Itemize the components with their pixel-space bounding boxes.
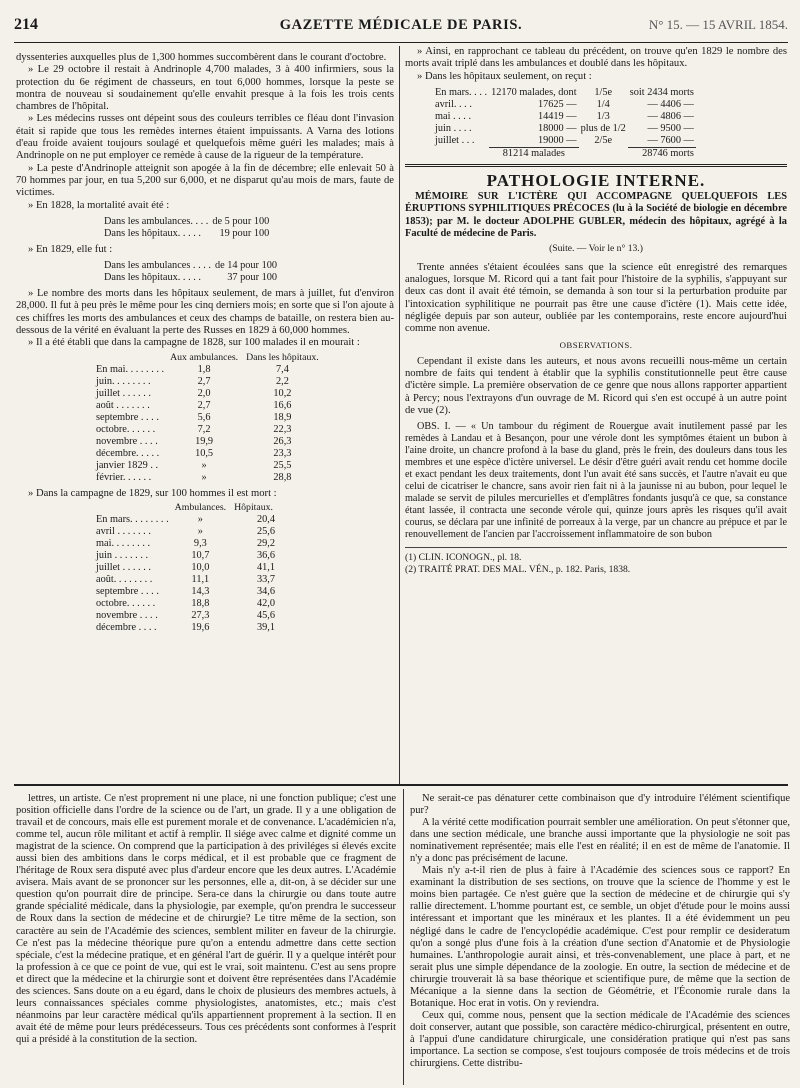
table-cell: décembre. . . . . [96,447,160,459]
table-row [433,135,696,148]
paragraph: » Il a été établi que dans la campagne de 1828, sur 100 malades il en mourait : [28,337,360,349]
table-cell: 18000 — [537,122,577,134]
table-cell: 41,1 [256,561,275,573]
header-rule [14,42,788,43]
table-cell: juillet . . . [435,135,475,147]
table-cell: 7,2 [197,423,211,435]
paragraph: » La peste d'Andrinople atteignit son apogée à la fin de décembre; elle enlevait 50 à 70 hommes par jour, en tua 5,200 sur 6,000, et ne disparut qu'au mois de mars, faute de victimes. [16,162,394,199]
memoir-title: MÉMOIRE SUR L'ICTÈRE QUI ACCOMPAGNE QUELQUEFOIS LES ÉRUPTIONS SYPHILITIQUES PRÉCOCES (lu à la Société de biologie en décembre 1853); par M. le docteur ADOLPHE GUBLER, médecin des hôpitaux, agrégé à la Faculté de médecine de Paris. [405,191,787,240]
table-cell: novembre . . . . [96,435,158,447]
table-header-row [94,502,277,514]
table-cell: septembre . . . . [96,411,159,423]
left-column [16,52,394,634]
journal-title: GAZETTE MÉDICALE DE PARIS. [279,17,523,33]
table-row [102,216,271,228]
table-row [94,460,323,472]
table-cell: Dans les ambulances . . . . [104,260,211,272]
table-cell: avril. . . . [435,98,472,110]
table-cell: 2,7 [197,375,211,387]
table-cell: Dans les hôpitaux. . . . . [104,272,201,284]
table-cell: » [201,471,207,483]
table-row [94,574,277,586]
table-cell: 28,8 [273,471,292,483]
table-row [433,123,696,135]
table-row [94,376,323,388]
paragraph: » Dans la campagne de 1829, sur 100 hommes il est mort : [28,487,277,499]
table-cell: avril . . . . . . . [96,525,151,537]
table-cell: 25,6 [256,525,275,537]
table-cell: 1/3 [596,110,610,122]
table-row [94,472,323,484]
column-header: Aux ambulances. [170,351,239,363]
campaign-1828-table [94,352,323,484]
table-cell: soit 2434 morts [629,86,694,98]
table-cell: juillet . . . . . . [96,561,151,573]
feuilleton-rule [14,784,788,786]
table-cell: 39,1 [256,621,275,633]
table-row [94,622,277,634]
table-cell: 45,6 [256,609,275,621]
table-cell: 36,6 [256,549,275,561]
table-cell: août. . . . . . . . [96,573,153,585]
table-cell: 19,6 [191,621,210,633]
paragraph: Ceux qui, comme nous, pensent que la section médicale de l'Académie des sciences doit conserver, autant que possible, son caractère médico-chirurgical, présentent en outre, à l'appui d'une candidature chirurgicale, une considération pratique qui n'est pas sans importance. La section se compose, s'est toujours composée de trois médecins et de trois chirurgiens. Cette distribu- [410,1009,790,1070]
column-header: Hôpitaux. [234,501,273,513]
issue-date: N° 15. — 15 AVRIL 1854. [648,17,788,32]
table-cell: juillet . . . . . . [96,387,151,399]
table-cell: juin . . . . [435,122,472,134]
table-cell: 16,6 [273,399,292,411]
table-cell: 42,0 [256,597,275,609]
paragraph: Mais n'y a-t-il rien de plus à faire à l'Académie des sciences sous ce rapport? En examinant la distribution de ses sections, on trouve que la science de l'homme y est le moins bien partagée. Ce n'est guère que la section de médecine et de chirurgie qui s'y rallie directement. L'homme pourtant est, ce semble, un objet d'étude pour le moins aussi intéressant et important que les minéraux et les plantes. Il a été évidemment un peu négligé dans le cadre de l'encyclopédie académique. C'est pour remplir ce desideratum qu'on a songé plus d'une fois à la création d'une section d'Anatomie et de Physiologie humaines. L'anthropologie aurait ainsi, et très-convenablement, une place à part, et ne serait plus une simple dépendance de la zoologie. En outre, la section de médecine et de chirurgie trouverait là sa base théorique et scientifique pure, de même que la section de Mécanique a la sienne dans la section de Géométrie, et l'Économie rurale dans la Botanique. Hoc erat in votis. On y reviendra. [410,865,790,1009]
table-cell: 10,2 [273,387,292,399]
table-row [94,412,323,424]
table-cell: 23,3 [273,447,292,459]
table-cell: 37 pour 100 [227,272,278,284]
table-cell: 14,3 [191,585,210,597]
table-cell: 5,6 [197,411,211,423]
table-cell: 25,5 [273,459,292,471]
table-cell: En mai. . . . . . . . [96,363,165,375]
table-cell: 12170 malades, dont [491,86,577,98]
paragraph: Ne serait-ce pas dénaturer cette combinaison que d'y introduire l'élément scientifique pur? [410,793,790,817]
footnote: (1) CLIN. ICONOGN., pl. 18. [405,552,522,564]
continuation-note: (Suite. — Voir le n° 13.) [549,243,643,255]
table-cell: 18,9 [273,411,292,423]
table-cell: 14419 — [537,110,577,122]
table-cell: 19,9 [195,435,214,447]
feuilleton-left-column [16,793,396,1046]
paragraph: » Dans les hôpitaux seulement, on reçut : [417,70,592,82]
table-row [433,111,696,123]
right-column [405,46,787,576]
table-cell: » [201,459,207,471]
column-divider [399,46,400,784]
table-cell: 26,3 [273,435,292,447]
section-title: PATHOLOGIE INTERNE. [486,170,706,190]
table-cell: » [197,513,203,525]
table-cell: mai. . . . . . . . [96,537,151,549]
table-row [94,424,323,436]
table-cell: août . . . . . . . [96,399,150,411]
paragraph: » Ainsi, en rapprochant ce tableau du précédent, on trouve qu'en 1829 le nombre des morts avait triplé dans les ambulances et doublé dans les hôpitaux. [405,46,787,70]
table-cell: de 14 pour 100 [214,260,278,272]
paragraph: A la vérité cette modification pourrait sembler une amélioration. On peut s'étonner que, dans une section médicale, une branche aussi importante que la physiologie ne soit pas nominativement représentée; mais elle l'est en réalité; il en est de même de l'anatomie. Il n'y a donc pas précisément de lacune. [410,817,790,865]
table-cell: 29,2 [256,537,275,549]
table-cell: juin. . . . . . . . [96,375,151,387]
paragraph: » En 1829, elle fut : [28,243,113,255]
table-row [102,272,279,284]
total-cell: 81214 malades [489,147,579,160]
table-cell: 1/4 [596,98,610,110]
paragraph: » Le nombre des morts dans les hôpitaux seulement, de mars à juillet, fut d'environ 28,000. Il fut à peu près le même pour les cinq derniers mois; en sorte que si l'on ajoute à ces chiffres les morts des ambulances et ceux des champs de bataille, on restera bien au-dessous de la vérité en évaluant la perte des Russes en 1829 à 60,000 hommes. [16,288,394,337]
paragraph: Cependant il existe dans les auteurs, et nous avons recueilli nous-même un certain nombre de faits qui tendent à établir que la syphilis constitutionnelle peut être cause d'ictère simple. La première observation de ce genre que nous allons rapporter appartient à Percy; nous l'extrayons d'un ouvrage de M. Ricord qui s'en est occupé à un autre point de vue (2). [405,355,787,416]
table-cell: février. . . . . . [96,471,152,483]
page-header [14,16,788,40]
column-header: Dans les hôpitaux. [246,351,319,363]
table-cell: mai . . . . [435,110,472,122]
table-cell: 1/5e [594,86,613,98]
table-row [94,550,277,562]
paragraph: lettres, un artiste. Ce n'est proprement ni une place, ni une fonction publique; c'est une position officielle dans l'ordre de la science ou de l'art, un grade. Il y a une obligation de travail et de concours, mais elle est purement morale et de convenance. L'académicien n'a, comme tel, aucun rôle militant et actif à remplir. Il siége avec calme et dignité comme un magistrat de la science. On comprend que la participation à des priviléges si élevés excite aussi bien des ambitions dans le corps médical, et il est probable que ce fragment de l'héritage de Roux sera disputé avec plus d'ardeur encore que les deux autres. L'Académie avisera. Mais avant de se prononcer sur les personnes, elle a, dit-on, à se décider sur une question qu'on pourrait dire de principe. Sera-ce dans la chirurgie ou dans toute autre grande spécialité médicale, dans la physiologie, par exemple, qu'on prendra le successeur de Roux dans la section de médecine et de chirurgie? Le titre même de la section, son caractère au sein de l'Académie des sciences, semblent militer en faveur de la chirurgie. Ce n'est pas la médecine théorique pure qu'on a entendu admettre dans cette section spéciale, c'est la médecine pratique, et en général l'art de guérir. Il y a quelque intérêt pour la profession à ce que ce point de vue, qui est le vrai, soit maintenu. C'est au sens propre et direct que la médecine et la chirurgie sont et doivent être représentées dans l'Académie des sciences. Sans doute on a eu égard, dans le choix de plusieurs des membres actuels, à leurs connaissances spéciales comme physiologistes, anatomistes, etc.; mais c'est néanmoins par leur caractère médical qu'ils appartiennent proprement à la section. Il en avait été de même pour leurs prédécesseurs. Tous ces précédents sont conformes à l'esprit qui a présidé à la constitution de la section. [16,793,396,1045]
table-cell: 7,4 [275,363,289,375]
page-number: 214 [14,16,38,33]
mortality-1828-table [102,216,271,240]
table-cell: 20,4 [256,513,275,525]
table-row [94,562,277,574]
table-cell: plus de 1/2 [580,122,626,134]
table-total-row [433,147,696,160]
table-cell: novembre . . . . [96,609,158,621]
table-row [102,228,271,240]
table-cell: — 4406 — [647,98,694,110]
table-row [94,400,323,412]
table-cell: » [197,525,203,537]
table-cell: juin . . . . . . . [96,549,149,561]
table-cell: 34,6 [256,585,275,597]
column-header: Ambulances. [174,501,227,513]
table-row [94,526,277,538]
footnote: (2) TRAITÉ PRAT. DES MAL. VÉN., p. 182. Paris, 1838. [405,564,631,576]
table-cell: — 4806 — [647,110,694,122]
table-cell: 2,0 [197,387,211,399]
table-row [94,448,323,460]
table-row [94,388,323,400]
table-cell: Dans les hôpitaux. . . . . [104,227,201,239]
table-row [433,87,696,99]
table-row [94,598,277,610]
table-header-row [94,352,323,364]
observations-heading: OBSERVATIONS. [559,340,633,351]
table-row [94,538,277,550]
total-cell: 28746 morts [628,147,696,160]
mortality-1829-table [102,260,279,284]
observation-paragraph: OBS. I. — « Un tambour du régiment de Rouergue avait inutilement passé par les remèdes à Landau et à Besançon, pour une vérole dont les symptômes étaient un bubon à l'aine droite, un chancre profond à la base du gland, près le frein, des douleurs dans tous les membres et une espèce d'ictère universel. Le désir d'être guéri avait rendu cet homme docile et exact pendant les deux traitements, dont l'un avait été sans succès, et l'autre n'avait eu que celui de cicatriser le chancre, sans avoir rien fait ni à la jaunisse ni au bubon, pour lequel le malade se servit de pilules mercurielles et d'emplâtres fondants jusqu'à ce que, sa constance étant lassée, il contracta une seconde vérole qui, quinze jours après les risques qu'il avait courus, se déclara par une infinité de porreaux à la verge, par un chancre au prépuce et par le renouvellement de l'ancien par l'accroissement inflammatoire de son bubon [405,421,787,541]
feuilleton-right-column [410,793,790,1070]
table-row [94,436,323,448]
table-cell: 1,8 [197,363,211,375]
section-divider [405,164,787,167]
footnotes [405,547,787,576]
table-cell: 19000 — [537,134,577,146]
table-cell: — 9500 — [647,122,694,134]
table-cell: 19 pour 100 [219,227,270,239]
paragraph: » En 1828, la mortalité avait été : [28,199,170,211]
table-cell: décembre . . . . [96,621,157,633]
table-cell: octobre. . . . . . [96,423,156,435]
table-cell: 2,7 [197,399,211,411]
table-cell: 10,0 [191,561,210,573]
table-cell: septembre . . . . [96,585,159,597]
table-row [102,260,279,272]
paragraph: » Les médecins russes ont dépeint sous des couleurs terribles ce fléau dont l'invasion était si rapide que tous les remèdes internes étaient impuissants. A Varna des lotions d'eau froide avaient toujours soulagé et quelquefois même guéri les malades; mais à Andrinople on ne put employer ce remède à cause de la rigueur de la température. [16,113,394,162]
table-cell: janvier 1829 . . [96,459,159,471]
paragraph: Trente années s'étaient écoulées sans que la science eût enregistré des remarques analogues, lorsque M. Ricord qui a tant fait pour l'histoire de la syphilis, s'appuyant sur deux cas dont il avait été témoin, se demanda à son tour si la perturbation produite par l'intoxication syphilitique ne pourrait pas être une cause d'ictère (1). Mais cette idée, négligée depuis par son auteur, oubliée par les contemporains, reste encore aujourd'hui comme non avenue. [405,261,787,335]
table-row [94,514,277,526]
table-cell: 11,1 [191,573,210,585]
table-cell: 22,3 [273,423,292,435]
table-cell: En mars. . . . . . . . [96,513,169,525]
table-cell: 2,2 [275,375,289,387]
table-cell: 9,3 [193,537,207,549]
table-cell: 10,5 [195,447,214,459]
hospital-admissions-table [433,87,696,160]
table-row [94,610,277,622]
table-cell: — 7600 — [647,134,694,146]
table-cell: octobre. . . . . . [96,597,156,609]
table-cell: 10,7 [191,549,210,561]
paragraph: dyssenteries auxquelles plus de 1,300 hommes succombèrent dans le courant d'octobre. [16,52,387,63]
table-cell: 18,8 [191,597,210,609]
paragraph: » Le 29 octobre il restait à Andrinople 4,700 malades, 3 à 400 infirmiers, sous la protection du 6e régiment de chasseurs, en tout 6,000 hommes, lorsque la peste se montra de nouveau si soudainement qu'elle envahit presque à la fois les trois cents chambres de l'hôpital. [16,64,394,113]
table-cell: 33,7 [256,573,275,585]
campaign-1829-table [94,502,277,634]
table-cell: de 5 pour 100 [212,215,270,227]
table-cell: 27,3 [191,609,210,621]
table-cell: Dans les ambulances. . . . [104,215,209,227]
table-row [94,364,323,376]
table-cell: 2/5e [594,135,613,147]
table-cell: 17625 — [537,98,577,110]
table-cell: En mars. . . . [435,86,488,98]
table-row [94,586,277,598]
table-row [433,99,696,111]
feuilleton-divider [403,789,404,1085]
